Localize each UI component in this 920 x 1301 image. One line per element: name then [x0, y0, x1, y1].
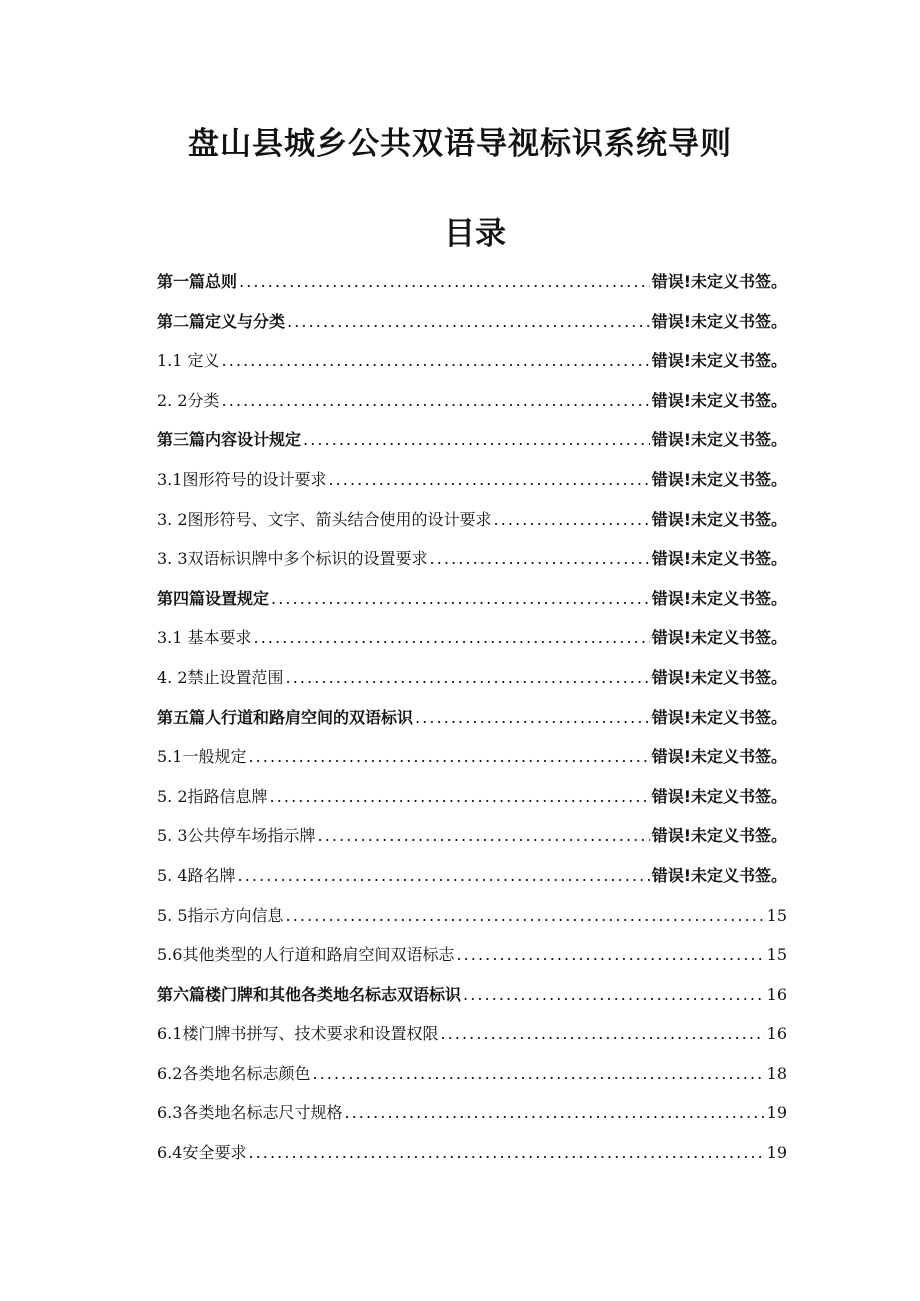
- toc-leader-dots: [222, 341, 650, 381]
- toc-entry-label: 3. 2图形符号、文字、箭头结合使用的设计要求: [157, 509, 492, 529]
- toc-entry-page: 15: [766, 945, 787, 965]
- toc-entry-page: 错误!未定义书签。: [651, 826, 787, 846]
- toc-entry-page: 错误!未定义书签。: [651, 549, 787, 569]
- toc-entry[interactable]: [157, 539, 787, 579]
- toc-entry[interactable]: [157, 1014, 787, 1054]
- toc-entry[interactable]: [157, 737, 787, 777]
- toc-entry-page: 错误!未定义书签。: [651, 390, 787, 410]
- toc-entry-label: 5.1一般规定: [157, 747, 247, 767]
- toc-leader-dots: [254, 618, 650, 658]
- toc-leader-dots: [248, 1133, 764, 1173]
- toc-entry-label: 1.1 定义: [157, 351, 220, 371]
- toc-leader-dots: [456, 935, 764, 975]
- toc-leader-dots: [286, 896, 765, 936]
- toc-leader-dots: [303, 420, 650, 460]
- toc-entry[interactable]: [157, 816, 787, 856]
- toc-entry[interactable]: [157, 698, 787, 738]
- toc-entry-page: 错误!未定义书签。: [651, 667, 787, 687]
- toc-entry[interactable]: [157, 935, 787, 975]
- toc-entry-label: 6.4安全要求: [157, 1143, 247, 1163]
- toc-entry-page: 错误!未定义书签。: [651, 786, 787, 806]
- toc-entry-page: 错误!未定义书签。: [651, 272, 787, 291]
- toc-entry[interactable]: [157, 1133, 787, 1173]
- toc-leader-dots: [440, 1014, 764, 1054]
- toc-entry-page: 错误!未定义书签。: [651, 311, 787, 331]
- toc-entry[interactable]: [157, 1054, 787, 1094]
- toc-leader-dots: [248, 737, 649, 777]
- toc-entry[interactable]: [157, 1093, 787, 1133]
- toc-entry-page: 19: [766, 1103, 787, 1123]
- toc-entry-page: 错误!未定义书签。: [651, 509, 787, 529]
- toc-entry-page: 18: [766, 1063, 787, 1083]
- toc-entry-label: 6.3各类地名标志尺寸规格: [157, 1103, 343, 1123]
- toc-entry-label: 第四篇设置规定: [157, 588, 270, 608]
- toc-entry[interactable]: [157, 618, 787, 658]
- toc-entry[interactable]: [157, 460, 787, 500]
- toc-leader-dots: [494, 500, 650, 540]
- toc-entry-page: 16: [766, 984, 787, 1004]
- toc-entry-page: 16: [766, 1024, 787, 1044]
- toc-entry-label: 5.6其他类型的人行道和路肩空间双语标志: [157, 945, 455, 965]
- toc-entry-page: 错误!未定义书签。: [651, 865, 787, 885]
- toc-leader-dots: [222, 381, 650, 421]
- toc-leader-dots: [287, 302, 650, 342]
- toc-entry-label: 6.1楼门牌书拼写、技术要求和设置权限: [157, 1024, 439, 1044]
- toc-entry-label: 第三篇内容设计规定: [157, 430, 302, 450]
- toc-entry-label: 5. 5指示方向信息: [157, 905, 284, 925]
- toc-entry-label: 2. 2分类: [157, 390, 220, 410]
- toc-entry-label: 5. 2指路信息牌: [157, 786, 268, 806]
- toc-entry[interactable]: [157, 896, 787, 936]
- toc-entry[interactable]: [157, 975, 787, 1015]
- toc-entry[interactable]: [157, 777, 787, 817]
- toc-entry-page: 错误!未定义书签。: [651, 707, 787, 727]
- toc-entry-label: 第一篇总则: [157, 272, 238, 291]
- toc-leader-dots: [286, 658, 650, 698]
- toc-entry-page: 15: [766, 905, 787, 925]
- toc-leader-dots: [312, 1054, 764, 1094]
- toc-entry[interactable]: [157, 302, 787, 342]
- toc-entry-label: 第二篇定义与分类: [157, 311, 286, 331]
- toc-entry-page: 错误!未定义书签。: [651, 351, 787, 371]
- document-title: 盘山县城乡公共双语导视标识系统导则: [188, 126, 732, 162]
- toc-entry[interactable]: [157, 381, 787, 421]
- toc-entry-page: 错误!未定义书签。: [651, 588, 787, 608]
- toc-leader-dots: [415, 698, 650, 738]
- toc-entry-label: 3.1图形符号的设计要求: [157, 469, 327, 489]
- toc-entry[interactable]: [157, 856, 787, 896]
- toc-entry-label: 第五篇人行道和路肩空间的双语标识: [157, 707, 414, 727]
- toc-entry-label: 5. 3公共停车场指示牌: [157, 826, 316, 846]
- toc-entry[interactable]: [157, 262, 787, 302]
- toc-leader-dots: [344, 1093, 764, 1133]
- toc-entry[interactable]: [157, 658, 787, 698]
- toc-leader-dots: [238, 856, 650, 896]
- toc-entry-page: 错误!未定义书签。: [651, 469, 787, 489]
- toc-entry-page: 错误!未定义书签。: [651, 747, 787, 767]
- toc-leader-dots: [270, 777, 650, 817]
- toc-entry-label: 3.1 基本要求: [157, 628, 252, 648]
- toc-leader-dots: [318, 816, 650, 856]
- toc-entry-page: 19: [766, 1143, 787, 1163]
- toc-leader-dots: [430, 539, 650, 579]
- toc-entry-label: 4. 2禁止设置范围: [157, 667, 284, 687]
- toc-entry-page: 错误!未定义书签。: [651, 628, 787, 648]
- toc-leader-dots: [463, 975, 765, 1015]
- toc-entry[interactable]: [157, 500, 787, 540]
- toc-leader-dots: [239, 262, 650, 302]
- table-of-contents: [157, 262, 787, 1173]
- toc-entry[interactable]: [157, 341, 787, 381]
- toc-entry-label: 6.2各类地名标志颜色: [157, 1063, 311, 1083]
- toc-entry-label: 5. 4路名牌: [157, 865, 236, 885]
- toc-entry-label: 3. 3双语标识牌中多个标识的设置要求: [157, 549, 428, 569]
- toc-entry[interactable]: [157, 579, 787, 619]
- toc-entry[interactable]: [157, 420, 787, 460]
- toc-entry-page: 错误!未定义书签。: [651, 430, 787, 450]
- toc-leader-dots: [271, 579, 650, 619]
- toc-entry-label: 第六篇楼门牌和其他各类地名标志双语标识: [157, 984, 462, 1004]
- toc-leader-dots: [328, 460, 649, 500]
- toc-heading: 目录: [444, 216, 506, 252]
